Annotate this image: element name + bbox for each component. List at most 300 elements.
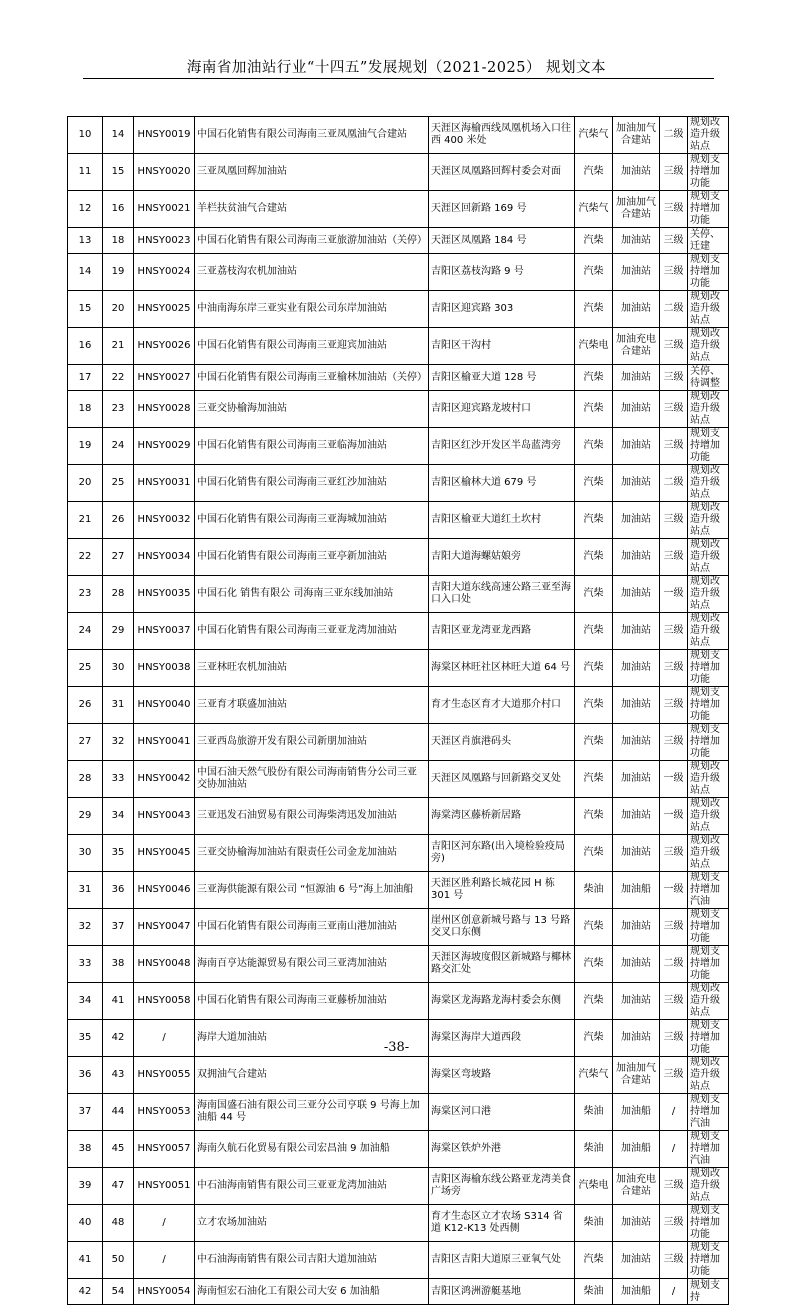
- planning-note-cell: 规划改造升级站点: [688, 835, 729, 872]
- station-address-cell: 育才生态区立才农场 S314 省道 K12-K13 处西侧: [429, 1205, 575, 1242]
- station-name-cell: 三亚育才联盛加油站: [195, 687, 429, 724]
- original-index-cell: 38: [103, 946, 134, 983]
- station-name-cell: 双拥油气合建站: [195, 1057, 429, 1094]
- page-header-title: 海南省加油站行业“十四五”发展规划（2021-2025） 规划文本: [186, 60, 607, 76]
- station-type-cell: 加油加气合建站: [613, 117, 660, 154]
- station-name-cell: 中国石化销售有限公司海南三亚南山港加油站: [195, 909, 429, 946]
- station-address-cell: 天涯区肖旗港码头: [429, 724, 575, 761]
- station-grade-cell: 三级: [660, 154, 688, 191]
- station-address-cell: 吉阳区海榆东线公路亚龙湾美食广场旁: [429, 1168, 575, 1205]
- station-type-cell: 加油站: [613, 154, 660, 191]
- table-row: [68, 1205, 729, 1242]
- original-index-cell: 15: [103, 154, 134, 191]
- original-index-cell: 54: [103, 1279, 134, 1305]
- table-row: [68, 291, 729, 328]
- index-cell: 19: [68, 428, 103, 465]
- station-type-cell: 加油站: [613, 291, 660, 328]
- index-cell: 22: [68, 539, 103, 576]
- index-cell: 25: [68, 650, 103, 687]
- station-address-cell: 吉阳区荔枝沟路 9 号: [429, 254, 575, 291]
- station-type-cell: 加油船: [613, 1131, 660, 1168]
- index-cell: 18: [68, 391, 103, 428]
- station-address-cell: 吉阳区干沟村: [429, 328, 575, 365]
- station-address-cell: 崖州区创意新城号路与 13 号路交叉口东侧: [429, 909, 575, 946]
- station-address-cell: 吉阳区河东路(出入境检验疫局旁): [429, 835, 575, 872]
- station-grade-cell: 三级: [660, 328, 688, 365]
- fuel-type-cell: 汽柴: [575, 465, 613, 502]
- station-address-cell: 吉阳区迎宾路 303: [429, 291, 575, 328]
- station-address-cell: 海棠区林旺社区林旺大道 64 号: [429, 650, 575, 687]
- table-row: [68, 724, 729, 761]
- station-code-cell: HNSY0051: [134, 1168, 195, 1205]
- station-type-cell: 加油船: [613, 872, 660, 909]
- table-row: [68, 465, 729, 502]
- planning-note-cell: 规划支持增加功能: [688, 191, 729, 228]
- station-name-cell: 中国石化销售有限公司海南三亚凤凰油气合建站: [195, 117, 429, 154]
- original-index-cell: 25: [103, 465, 134, 502]
- station-grade-cell: 二级: [660, 291, 688, 328]
- station-grade-cell: 三级: [660, 983, 688, 1020]
- station-grade-cell: 二级: [660, 117, 688, 154]
- table-row: [68, 872, 729, 909]
- planning-note-cell: 规划改造升级站点: [688, 576, 729, 613]
- planning-note-cell: 关停、迁建: [688, 228, 729, 254]
- table-row: [68, 428, 729, 465]
- station-address-cell: 天涯区海坡度假区新城路与椰林路交汇处: [429, 946, 575, 983]
- station-grade-cell: 三级: [660, 1020, 688, 1057]
- table-row: [68, 1131, 729, 1168]
- table-row: [68, 650, 729, 687]
- original-index-cell: 24: [103, 428, 134, 465]
- station-address-cell: 天涯区凤凰路回辉村委会对面: [429, 154, 575, 191]
- original-index-cell: 43: [103, 1057, 134, 1094]
- station-name-cell: 三亚交协榆海加油站有限责任公司金龙加油站: [195, 835, 429, 872]
- planning-note-cell: 规划改造升级站点: [688, 539, 729, 576]
- original-index-cell: 35: [103, 835, 134, 872]
- fuel-type-cell: 汽柴: [575, 909, 613, 946]
- table-row: [68, 946, 729, 983]
- table-row: [68, 328, 729, 365]
- station-type-cell: 加油站: [613, 1242, 660, 1279]
- header-divider: [83, 78, 714, 79]
- fuel-type-cell: 汽柴: [575, 291, 613, 328]
- station-address-cell: 天涯区胜利路长城花园 H 栋 301 号: [429, 872, 575, 909]
- index-cell: 38: [68, 1131, 103, 1168]
- fuel-type-cell: 汽柴: [575, 254, 613, 291]
- station-name-cell: 中油南海东岸三亚实业有限公司东岸加油站: [195, 291, 429, 328]
- station-name-cell: 中国石化销售有限公司海南三亚旅游加油站（关停）: [195, 228, 429, 254]
- index-cell: 13: [68, 228, 103, 254]
- station-type-cell: 加油站: [613, 465, 660, 502]
- station-address-cell: 天涯区海榆西线凤凰机场入口往西 400 米处: [429, 117, 575, 154]
- station-name-cell: 海岸大道加油站: [195, 1020, 429, 1057]
- table-row: [68, 391, 729, 428]
- table-row: [68, 365, 729, 391]
- station-code-cell: HNSY0021: [134, 191, 195, 228]
- original-index-cell: 34: [103, 798, 134, 835]
- index-cell: 35: [68, 1020, 103, 1057]
- original-index-cell: 33: [103, 761, 134, 798]
- station-address-cell: 海棠区河口港: [429, 1094, 575, 1131]
- planning-note-cell: 规划支持增加汽油: [688, 1094, 729, 1131]
- fuel-type-cell: 汽柴: [575, 835, 613, 872]
- station-name-cell: 羊栏扶贫油气合建站: [195, 191, 429, 228]
- index-cell: 21: [68, 502, 103, 539]
- station-code-cell: HNSY0046: [134, 872, 195, 909]
- index-cell: 12: [68, 191, 103, 228]
- original-index-cell: 44: [103, 1094, 134, 1131]
- planning-note-cell: 规划改造升级站点: [688, 1057, 729, 1094]
- station-type-cell: 加油站: [613, 428, 660, 465]
- station-name-cell: 中国石化销售有限公司海南三亚红沙加油站: [195, 465, 429, 502]
- table-row: [68, 539, 729, 576]
- station-code-cell: /: [134, 1242, 195, 1279]
- planning-note-cell: 规划支持增加汽油: [688, 1131, 729, 1168]
- station-address-cell: 天涯区凤凰路与回新路交叉处: [429, 761, 575, 798]
- index-cell: 16: [68, 328, 103, 365]
- planning-note-cell: 规划支持增加功能: [688, 724, 729, 761]
- station-address-cell: 吉阳区鸿洲游艇基地: [429, 1279, 575, 1305]
- planning-note-cell: 规划支持增加汽油: [688, 872, 729, 909]
- original-index-cell: 41: [103, 983, 134, 1020]
- fuel-type-cell: 汽柴: [575, 154, 613, 191]
- station-code-cell: HNSY0027: [134, 365, 195, 391]
- fuel-type-cell: 汽柴: [575, 613, 613, 650]
- station-name-cell: 中国石化销售有限公司海南三亚海城加油站: [195, 502, 429, 539]
- station-grade-cell: 一级: [660, 761, 688, 798]
- planning-note-cell: 关停、待调整: [688, 365, 729, 391]
- planning-note-cell: 规划改造升级站点: [688, 798, 729, 835]
- table-row: [68, 228, 729, 254]
- station-name-cell: 三亚林旺农机加油站: [195, 650, 429, 687]
- table-row: [68, 983, 729, 1020]
- station-grade-cell: 三级: [660, 428, 688, 465]
- table-row: [68, 1057, 729, 1094]
- planning-note-cell: 规划改造升级站点: [688, 983, 729, 1020]
- original-index-cell: 30: [103, 650, 134, 687]
- station-name-cell: 三亚迅发石油贸易有限公司海柴湾迅发加油站: [195, 798, 429, 835]
- station-code-cell: HNSY0034: [134, 539, 195, 576]
- station-code-cell: HNSY0057: [134, 1131, 195, 1168]
- station-address-cell: 吉阳区迎宾路龙坡村口: [429, 391, 575, 428]
- station-code-cell: HNSY0041: [134, 724, 195, 761]
- station-address-cell: 海棠区弯坡路: [429, 1057, 575, 1094]
- table-row: [68, 254, 729, 291]
- station-code-cell: HNSY0025: [134, 291, 195, 328]
- original-index-cell: 14: [103, 117, 134, 154]
- station-type-cell: 加油充电合建站: [613, 328, 660, 365]
- station-name-cell: 中石油海南销售有限公司三亚亚龙湾加油站: [195, 1168, 429, 1205]
- station-name-cell: 中国石化销售有限公司海南三亚亚龙湾加油站: [195, 613, 429, 650]
- fuel-type-cell: 柴油: [575, 1279, 613, 1305]
- original-index-cell: 42: [103, 1020, 134, 1057]
- planning-note-cell: 规划支持增加功能: [688, 254, 729, 291]
- planning-note-cell: 规划支持: [688, 1279, 729, 1305]
- fuel-type-cell: 汽柴电: [575, 1168, 613, 1205]
- table-row: [68, 576, 729, 613]
- station-code-cell: HNSY0047: [134, 909, 195, 946]
- fuel-type-cell: 柴油: [575, 872, 613, 909]
- index-cell: 39: [68, 1168, 103, 1205]
- fuel-type-cell: 汽柴: [575, 502, 613, 539]
- station-grade-cell: 三级: [660, 835, 688, 872]
- fuel-type-cell: 汽柴: [575, 539, 613, 576]
- fuel-type-cell: 柴油: [575, 1131, 613, 1168]
- station-grade-cell: 三级: [660, 254, 688, 291]
- table-row: [68, 613, 729, 650]
- station-code-cell: HNSY0040: [134, 687, 195, 724]
- station-address-cell: 海棠区铁炉外港: [429, 1131, 575, 1168]
- table-row: [68, 1242, 729, 1279]
- station-type-cell: 加油站: [613, 909, 660, 946]
- station-address-cell: 海棠区海岸大道西段: [429, 1020, 575, 1057]
- original-index-cell: 28: [103, 576, 134, 613]
- station-code-cell: HNSY0035: [134, 576, 195, 613]
- station-grade-cell: 三级: [660, 191, 688, 228]
- station-name-cell: 中国石化销售有限公司海南三亚迎宾加油站: [195, 328, 429, 365]
- planning-note-cell: 规划支持增加功能: [688, 687, 729, 724]
- station-name-cell: 三亚交协榆海加油站: [195, 391, 429, 428]
- table-row: [68, 798, 729, 835]
- index-cell: 42: [68, 1279, 103, 1305]
- fuel-type-cell: 汽柴: [575, 1242, 613, 1279]
- fuel-type-cell: 汽柴气: [575, 1057, 613, 1094]
- index-cell: 20: [68, 465, 103, 502]
- index-cell: 33: [68, 946, 103, 983]
- fuel-type-cell: 汽柴: [575, 724, 613, 761]
- index-cell: 31: [68, 872, 103, 909]
- station-code-cell: HNSY0020: [134, 154, 195, 191]
- station-type-cell: 加油站: [613, 724, 660, 761]
- station-grade-cell: 三级: [660, 724, 688, 761]
- table-row: [68, 1279, 729, 1305]
- station-type-cell: 加油站: [613, 613, 660, 650]
- station-grade-cell: 三级: [660, 502, 688, 539]
- index-cell: 41: [68, 1242, 103, 1279]
- station-grade-cell: 一级: [660, 872, 688, 909]
- station-address-cell: 吉阳大道海螺姑娘旁: [429, 539, 575, 576]
- fuel-type-cell: 汽柴: [575, 1020, 613, 1057]
- station-grade-cell: 二级: [660, 946, 688, 983]
- original-index-cell: 26: [103, 502, 134, 539]
- station-grade-cell: 三级: [660, 650, 688, 687]
- planning-note-cell: 规划改造升级站点: [688, 761, 729, 798]
- page-number: -38-: [383, 1040, 410, 1055]
- station-name-cell: 三亚凤凰回辉加油站: [195, 154, 429, 191]
- planning-note-cell: 规划改造升级站点: [688, 117, 729, 154]
- table-row: [68, 1094, 729, 1131]
- station-address-cell: 天涯区凤凰路 184 号: [429, 228, 575, 254]
- original-index-cell: 36: [103, 872, 134, 909]
- station-address-cell: 吉阳区榆亚大道红土坎村: [429, 502, 575, 539]
- station-type-cell: 加油站: [613, 365, 660, 391]
- index-cell: 27: [68, 724, 103, 761]
- station-code-cell: /: [134, 1205, 195, 1242]
- station-type-cell: 加油站: [613, 946, 660, 983]
- table-row: [68, 909, 729, 946]
- fuel-type-cell: 汽柴: [575, 798, 613, 835]
- fuel-type-cell: 柴油: [575, 1205, 613, 1242]
- station-grade-cell: /: [660, 1279, 688, 1305]
- table-row: [68, 761, 729, 798]
- station-code-cell: HNSY0029: [134, 428, 195, 465]
- station-grade-cell: 三级: [660, 228, 688, 254]
- planning-note-cell: 规划改造升级站点: [688, 391, 729, 428]
- station-address-cell: 吉阳区红沙开发区半岛蓝湾旁: [429, 428, 575, 465]
- index-cell: 28: [68, 761, 103, 798]
- index-cell: 24: [68, 613, 103, 650]
- station-code-cell: HNSY0055: [134, 1057, 195, 1094]
- station-address-cell: 育才生态区育才大道那介村口: [429, 687, 575, 724]
- planning-note-cell: 规划改造升级站点: [688, 465, 729, 502]
- planning-note-cell: 规划支持增加功能: [688, 909, 729, 946]
- station-type-cell: 加油站: [613, 502, 660, 539]
- original-index-cell: 23: [103, 391, 134, 428]
- station-code-cell: HNSY0058: [134, 983, 195, 1020]
- station-name-cell: 中国石化 销售有限公 司海南三亚东线加油站: [195, 576, 429, 613]
- fuel-type-cell: 汽柴: [575, 650, 613, 687]
- planning-note-cell: 规划支持增加功能: [688, 154, 729, 191]
- planning-note-cell: 规划支持增加功能: [688, 428, 729, 465]
- planning-note-cell: 规划支持增加功能: [688, 1205, 729, 1242]
- station-name-cell: 中石油海南销售有限公司吉阳大道加油站: [195, 1242, 429, 1279]
- station-type-cell: 加油站: [613, 228, 660, 254]
- station-address-cell: 吉阳区亚龙湾亚龙西路: [429, 613, 575, 650]
- original-index-cell: 45: [103, 1131, 134, 1168]
- station-table-container: [67, 116, 728, 1305]
- fuel-type-cell: 汽柴气: [575, 117, 613, 154]
- planning-note-cell: 规划支持增加功能: [688, 650, 729, 687]
- table-row: [68, 1168, 729, 1205]
- station-type-cell: 加油站: [613, 254, 660, 291]
- fuel-type-cell: 汽柴: [575, 365, 613, 391]
- station-type-cell: 加油船: [613, 1094, 660, 1131]
- original-index-cell: 16: [103, 191, 134, 228]
- station-grade-cell: /: [660, 1094, 688, 1131]
- index-cell: 40: [68, 1205, 103, 1242]
- station-code-cell: HNSY0028: [134, 391, 195, 428]
- station-table-body: [68, 117, 729, 1305]
- index-cell: 10: [68, 117, 103, 154]
- station-code-cell: HNSY0043: [134, 798, 195, 835]
- station-grade-cell: 一级: [660, 576, 688, 613]
- station-type-cell: 加油站: [613, 983, 660, 1020]
- station-code-cell: HNSY0042: [134, 761, 195, 798]
- station-name-cell: 立才农场加油站: [195, 1205, 429, 1242]
- original-index-cell: 47: [103, 1168, 134, 1205]
- station-grade-cell: 三级: [660, 391, 688, 428]
- station-type-cell: 加油充电合建站: [613, 1168, 660, 1205]
- table-row: [68, 835, 729, 872]
- fuel-type-cell: 柴油: [575, 1094, 613, 1131]
- index-cell: 37: [68, 1094, 103, 1131]
- station-grade-cell: 三级: [660, 1205, 688, 1242]
- fuel-type-cell: 汽柴: [575, 228, 613, 254]
- planning-note-cell: 规划支持增加功能: [688, 1242, 729, 1279]
- planning-note-cell: 规划改造升级站点: [688, 1168, 729, 1205]
- station-code-cell: HNSY0053: [134, 1094, 195, 1131]
- planning-note-cell: 规划改造升级站点: [688, 613, 729, 650]
- station-code-cell: HNSY0024: [134, 254, 195, 291]
- table-row: [68, 117, 729, 154]
- station-name-cell: 中国石化销售有限公司海南三亚榆林加油站（关停）: [195, 365, 429, 391]
- original-index-cell: 19: [103, 254, 134, 291]
- station-grade-cell: 三级: [660, 1168, 688, 1205]
- original-index-cell: 18: [103, 228, 134, 254]
- station-address-cell: 吉阳区吉阳大道原三亚氧气处: [429, 1242, 575, 1279]
- original-index-cell: 29: [103, 613, 134, 650]
- fuel-type-cell: 汽柴气: [575, 191, 613, 228]
- station-code-cell: HNSY0023: [134, 228, 195, 254]
- station-address-cell: 吉阳区榆亚大道 128 号: [429, 365, 575, 391]
- station-name-cell: 海南国盛石油有限公司三亚分公司亨联 9 号海上加油船 44 号: [195, 1094, 429, 1131]
- station-name-cell: 海南百亨达能源贸易有限公司三亚湾加油站: [195, 946, 429, 983]
- station-address-cell: 海棠湾区藤桥新居路: [429, 798, 575, 835]
- station-code-cell: HNSY0037: [134, 613, 195, 650]
- station-type-cell: 加油站: [613, 391, 660, 428]
- planning-note-cell: 规划支持增加功能: [688, 946, 729, 983]
- fuel-type-cell: 汽柴: [575, 428, 613, 465]
- station-code-cell: HNSY0032: [134, 502, 195, 539]
- planning-note-cell: 规划改造升级站点: [688, 328, 729, 365]
- station-code-cell: HNSY0019: [134, 117, 195, 154]
- planning-note-cell: 规划改造升级站点: [688, 502, 729, 539]
- fuel-type-cell: 汽柴电: [575, 328, 613, 365]
- station-grade-cell: 二级: [660, 465, 688, 502]
- index-cell: 34: [68, 983, 103, 1020]
- fuel-type-cell: 汽柴: [575, 576, 613, 613]
- index-cell: 36: [68, 1057, 103, 1094]
- index-cell: 29: [68, 798, 103, 835]
- station-name-cell: 三亚海供能源有限公司 “恒源油 6 号”海上加油船: [195, 872, 429, 909]
- original-index-cell: 50: [103, 1242, 134, 1279]
- station-code-cell: HNSY0026: [134, 328, 195, 365]
- station-grade-cell: 三级: [660, 365, 688, 391]
- station-type-cell: 加油站: [613, 1205, 660, 1242]
- original-index-cell: 31: [103, 687, 134, 724]
- original-index-cell: 22: [103, 365, 134, 391]
- station-code-cell: HNSY0038: [134, 650, 195, 687]
- station-grade-cell: 一级: [660, 798, 688, 835]
- original-index-cell: 48: [103, 1205, 134, 1242]
- station-address-cell: 吉阳区榆林大道 679 号: [429, 465, 575, 502]
- station-grade-cell: 三级: [660, 1242, 688, 1279]
- table-row: [68, 154, 729, 191]
- station-code-cell: HNSY0031: [134, 465, 195, 502]
- station-type-cell: 加油站: [613, 798, 660, 835]
- station-type-cell: 加油站: [613, 835, 660, 872]
- fuel-type-cell: 汽柴: [575, 761, 613, 798]
- station-name-cell: 中国石化销售有限公司海南三亚亭新加油站: [195, 539, 429, 576]
- index-cell: 17: [68, 365, 103, 391]
- station-type-cell: 加油站: [613, 650, 660, 687]
- station-address-cell: 天涯区回新路 169 号: [429, 191, 575, 228]
- station-type-cell: 加油加气合建站: [613, 1057, 660, 1094]
- fuel-type-cell: 汽柴: [575, 983, 613, 1020]
- original-index-cell: 37: [103, 909, 134, 946]
- station-type-cell: 加油站: [613, 539, 660, 576]
- station-address-cell: 吉阳大道东线高速公路三亚至海口入口处: [429, 576, 575, 613]
- station-name-cell: 海南久航石化贸易有限公司宏昌油 9 加油船: [195, 1131, 429, 1168]
- station-type-cell: 加油站: [613, 687, 660, 724]
- index-cell: 14: [68, 254, 103, 291]
- station-grade-cell: 三级: [660, 539, 688, 576]
- fuel-type-cell: 汽柴: [575, 391, 613, 428]
- original-index-cell: 21: [103, 328, 134, 365]
- index-cell: 11: [68, 154, 103, 191]
- table-row: [68, 502, 729, 539]
- index-cell: 15: [68, 291, 103, 328]
